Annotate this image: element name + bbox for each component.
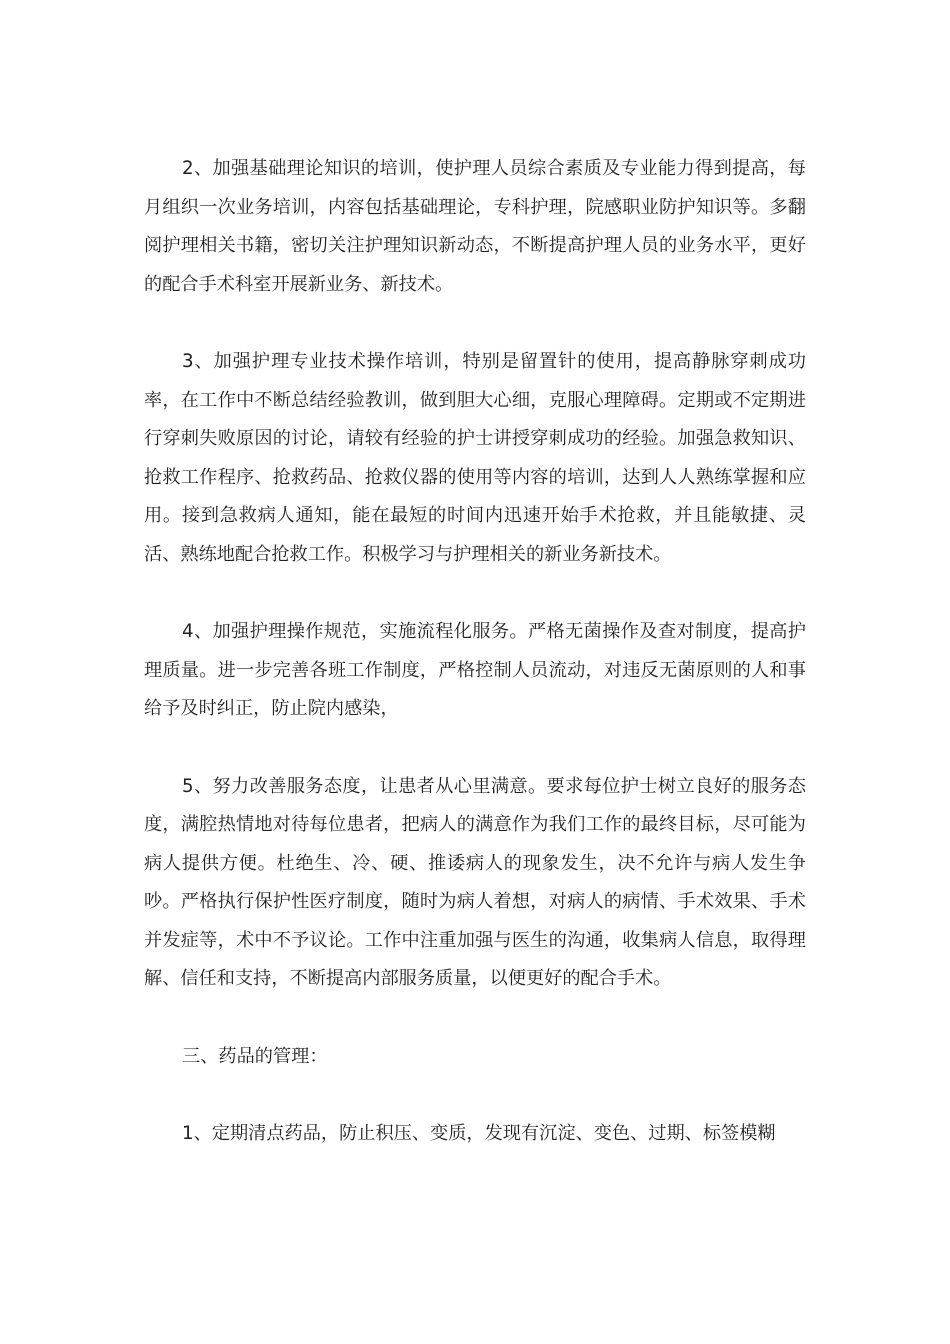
section-heading-drug-management: 三、药品的管理： bbox=[182, 1045, 328, 1067]
document-body bbox=[144, 150, 806, 1153]
paragraph-item-4-operation-standards: 4、加强护理操作规范，实施流程化服务。严格无菌操作及查对制度，提高护理质量。进一步完善各班工作制度，严格控制人员流动，对违反无菌原则的人和事给予及时纠正，防止院内感染， bbox=[144, 621, 806, 720]
paragraph-item-3-technical-training: 3、加强护理专业技术操作培训，特别是留置针的使用，提高静脉穿刺成功率，在工作中不断总结经验教训，做到胆大心细，克服心理障碍。定期或不定期进行穿刺失败原因的讨论，请较有经验的护士讲授穿刺成功的经验。加强急救知识、抢救工作程序、抢救药品、抢救仪器的使用等内容的培训，达到人人熟练掌握和应用。接到急救病人通知，能在最短的时间内迅速开始手术抢救，并且能敏捷、灵活、熟练地配合抢救工作。积极学习与护理相关的新业务新技术。 bbox=[144, 350, 806, 565]
paragraph-item-1-drug-inventory: 1、定期清点药品，防止积压、变质，发现有沉淀、变色、过期、标签模糊 bbox=[182, 1122, 776, 1144]
paragraph-item-5-service-attitude: 5、努力改善服务态度，让患者从心里满意。要求每位护士树立良好的服务态度，满腔热情地对待每位患者，把病人的满意作为我们工作的最终目标，尽可能为病人提供方便。杜绝生、冷、硬、推诿病人的现象发生，决不允许与病人发生争吵。严格执行保护性医疗制度，随时为病人着想，对病人的病情、手术效果、手术并发症等，术中不予议论。工作中注重加强与医生的沟通，收集病人信息，取得理解、信任和支持，不断提高内部服务质量，以便更好的配合手术。 bbox=[144, 775, 806, 990]
paragraph-item-2-training: 2、加强基础理论知识的培训，使护理人员综合素质及专业能力得到提高，每月组织一次业务培训，内容包括基础理论，专科护理，院感职业防护知识等。多翻阅护理相关书籍，密切关注护理知识新动态，不断提高护理人员的业务水平，更好的配合手术科室开展新业务、新技术。 bbox=[144, 158, 806, 295]
